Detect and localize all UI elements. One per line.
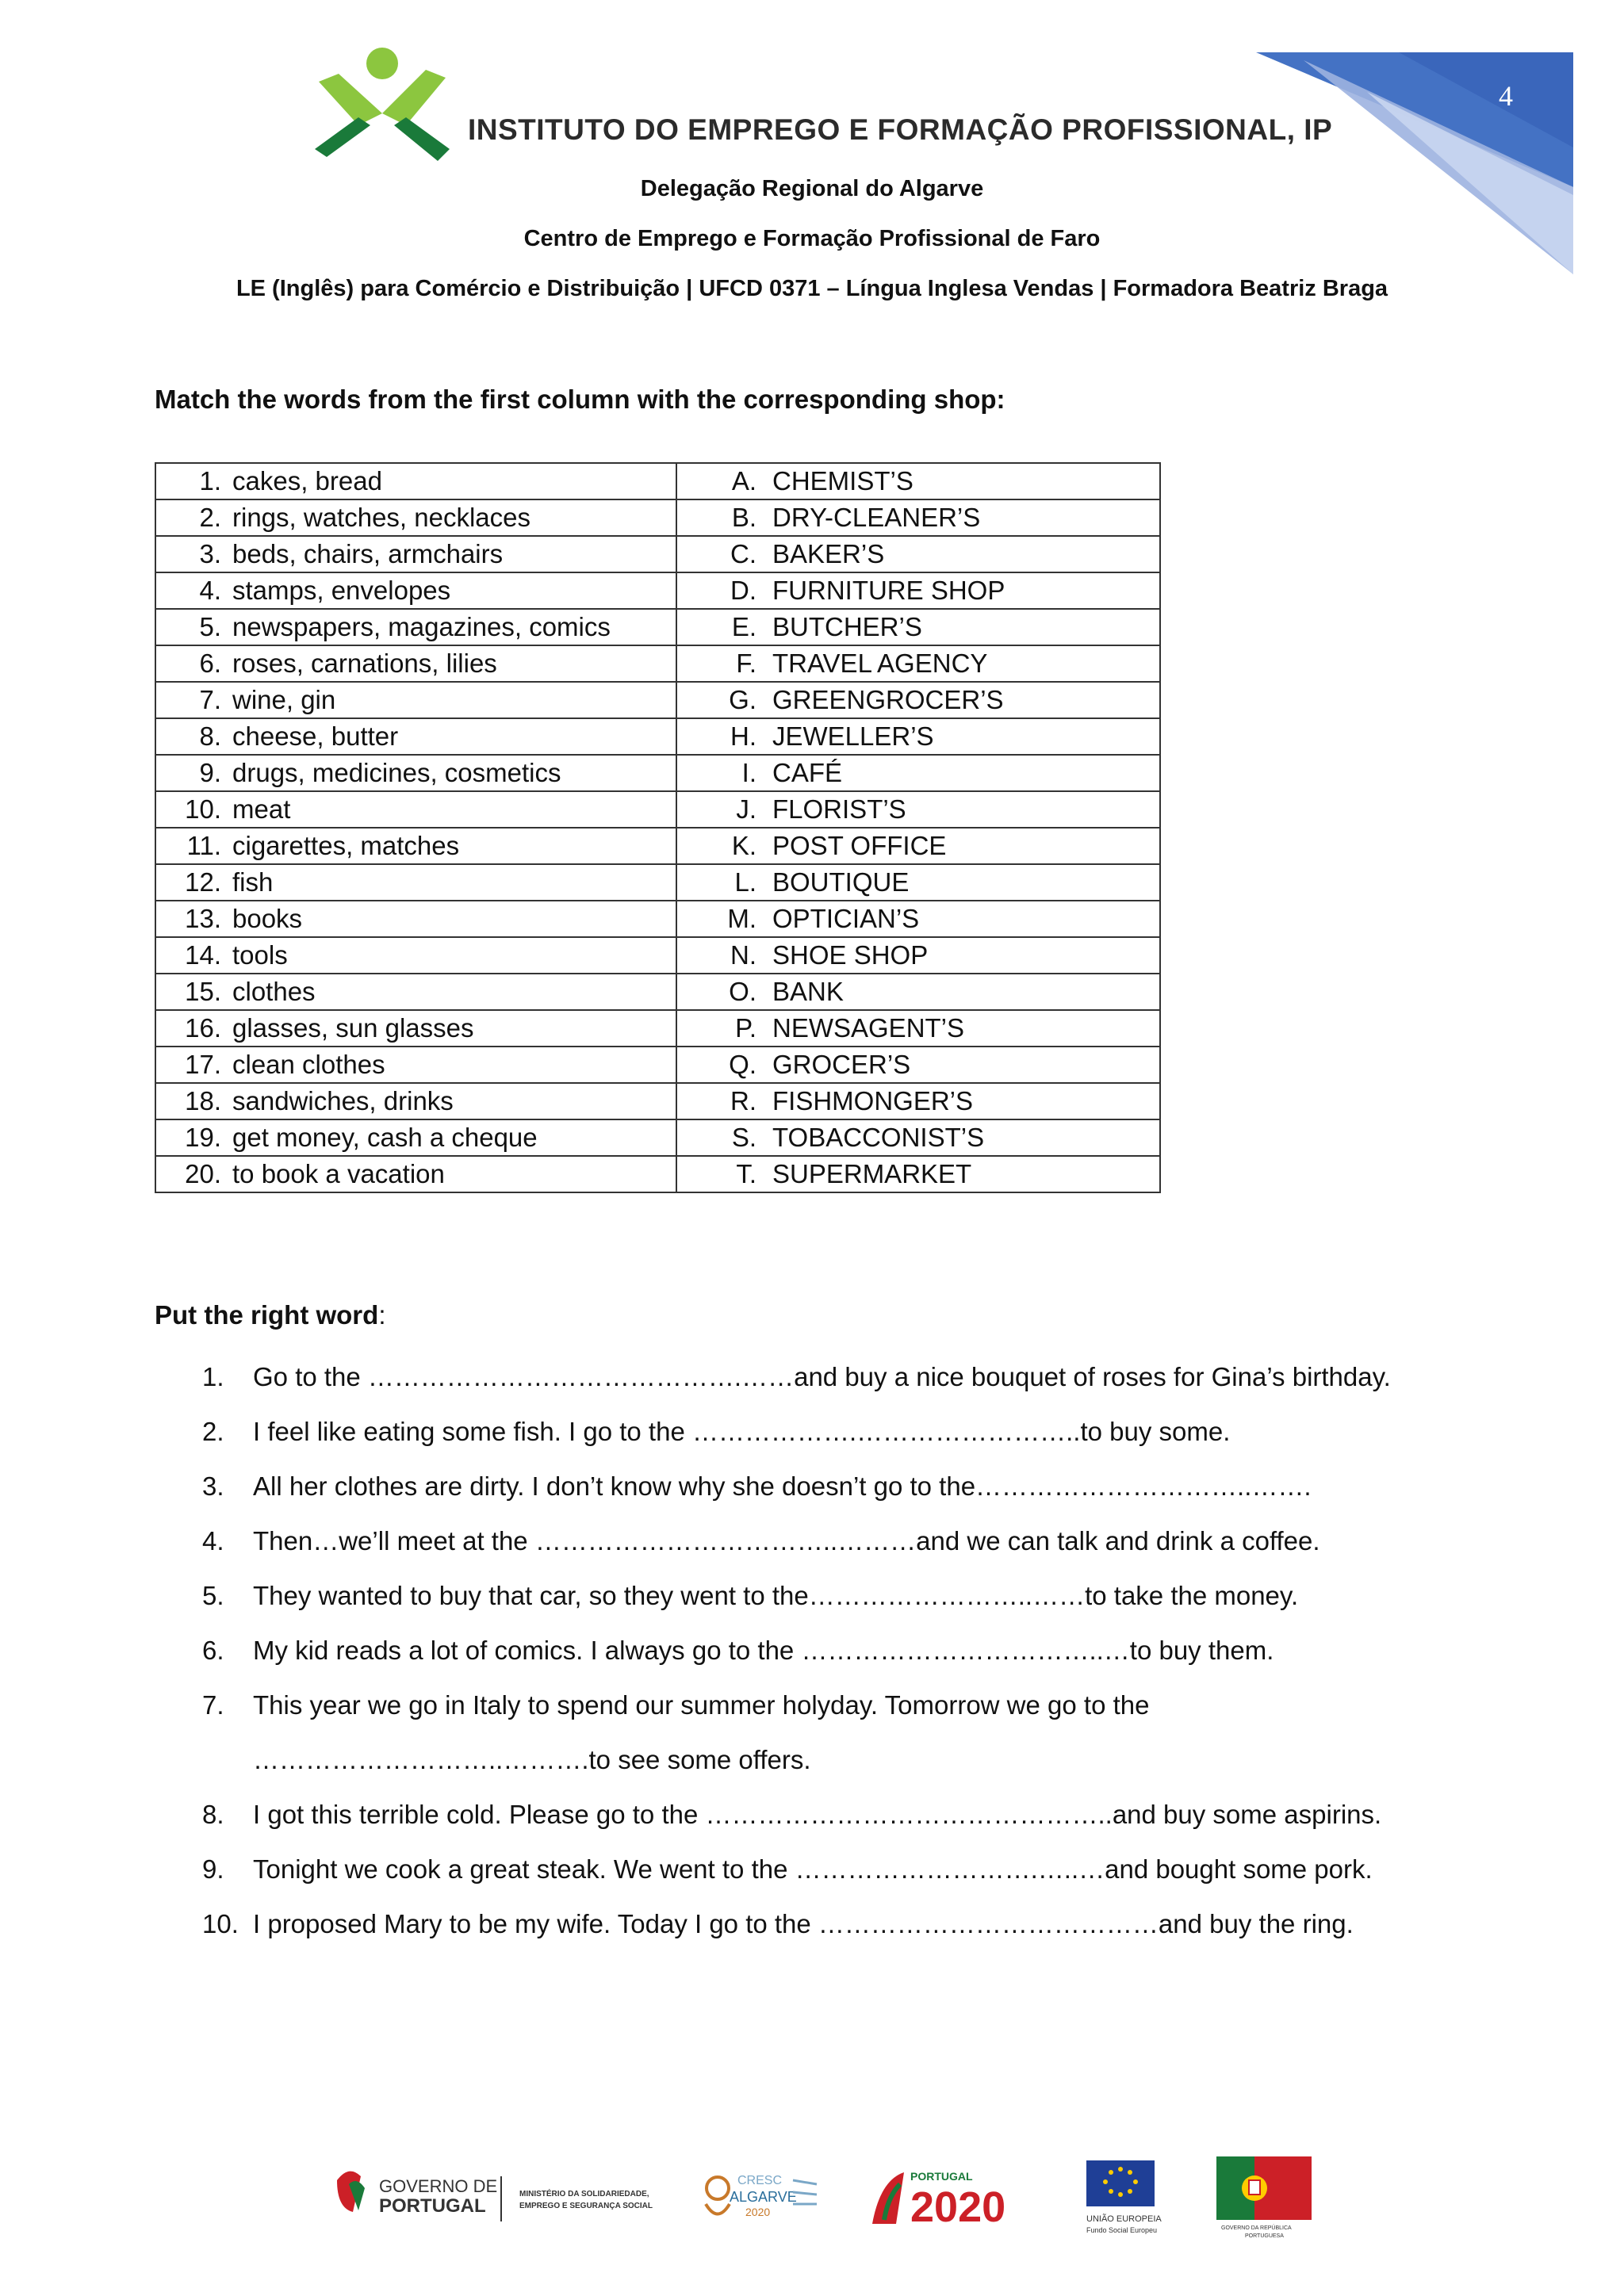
item-cell [155, 937, 676, 974]
header-centre: Centro de Emprego e Formação Profissional de Faro [523, 226, 1101, 251]
shop-cell [676, 974, 1160, 1010]
item-number: 9. [199, 758, 221, 787]
sentence-number: 3. [202, 1471, 224, 1501]
sentence-item [202, 1349, 1391, 1404]
page-number: 4 [1499, 80, 1513, 112]
item-words: meat [232, 794, 291, 824]
table-row [155, 1119, 1160, 1156]
institute-name: INSTITUTO DO EMPREGO E FORMAÇÃO PROFISSIONAL, IP [468, 113, 1333, 146]
shop-letter: K. [731, 831, 756, 860]
shop-cell [676, 791, 1160, 828]
table-row [155, 901, 1160, 937]
sentence-text: Tonight we cook a great steak. We went to the ……………………….…..…and bought some pork. [253, 1854, 1373, 1884]
item-words: beds, chairs, armchairs [232, 539, 504, 568]
corner-decoration [1256, 52, 1573, 274]
shop-name: DRY-CLEANER’S [772, 503, 981, 532]
shop-cell [676, 536, 1160, 572]
shop-name: BUTCHER’S [772, 612, 922, 641]
item-number: 18. [185, 1086, 221, 1115]
table-row [155, 682, 1160, 718]
shop-name: SHOE SHOP [772, 940, 929, 970]
governo-portugal-logo [337, 2172, 653, 2221]
sentence-text: I feel like eating some fish. I go to the ……………….……………………..to buy some. [253, 1417, 1231, 1446]
item-cell [155, 572, 676, 609]
item-words: rings, watches, necklaces [232, 503, 531, 532]
shop-name: GREENGROCER’S [772, 685, 1004, 714]
iefp-logo [311, 46, 454, 165]
portugal-2020-logo [872, 2170, 1005, 2231]
item-words: roses, carnations, lilies [232, 649, 497, 678]
logo5-line1: GOVERNO DA REPÚBLICA [1221, 2225, 1292, 2231]
shop-cell [676, 1156, 1160, 1192]
logo3-line1: PORTUGAL [910, 2170, 973, 2183]
sentence-item [202, 1787, 1391, 1842]
item-cell [155, 828, 676, 864]
logo4-line1: UNIÃO EUROPEIA [1086, 2214, 1162, 2224]
item-words: get money, cash a cheque [232, 1123, 538, 1152]
sentence-text: They wanted to buy that car, so they went to the……………………..……to take the money. [253, 1581, 1299, 1610]
shop-cell [676, 901, 1160, 937]
shop-letter: T. [736, 1159, 756, 1188]
item-cell [155, 974, 676, 1010]
item-number: 8. [199, 721, 221, 751]
item-number: 10. [185, 794, 221, 824]
sentence-item [202, 1623, 1391, 1678]
sentence-number: 5. [202, 1581, 224, 1610]
cresc-algarve-logo [706, 2174, 817, 2218]
item-cell [155, 1119, 676, 1156]
item-words: fish [232, 867, 274, 897]
item-cell [155, 901, 676, 937]
table-row [155, 645, 1160, 682]
item-number: 2. [199, 503, 221, 532]
sentence-text: All her clothes are dirty. I don’t know why she doesn’t go to the…………………………..……. [253, 1471, 1312, 1501]
table-row [155, 572, 1160, 609]
table-row [155, 499, 1160, 536]
table-row [155, 463, 1160, 499]
shop-name: GROCER’S [772, 1050, 911, 1079]
item-words: clothes [232, 977, 316, 1006]
sentence-text: Then…we’ll meet at the ……………………………..………and we can talk and drink a coffee. [253, 1526, 1320, 1556]
table-row [155, 791, 1160, 828]
sentence-item [202, 1842, 1391, 1896]
shop-name: TRAVEL AGENCY [772, 649, 988, 678]
put-heading-text: Put the right word [155, 1300, 379, 1330]
shop-cell [676, 463, 1160, 499]
shop-name: CAFÉ [772, 758, 843, 787]
shop-cell [676, 718, 1160, 755]
sentence-item [202, 1404, 1391, 1459]
sentence-number: 9. [202, 1854, 224, 1884]
shop-cell [676, 609, 1160, 645]
item-number: 6. [199, 649, 221, 678]
header-delegation: Delegação Regional do Algarve [640, 176, 984, 201]
shop-letter: J. [736, 794, 756, 824]
shop-cell [676, 572, 1160, 609]
shop-cell [676, 1119, 1160, 1156]
shop-letter: N. [730, 940, 756, 970]
item-words: to book a vacation [232, 1159, 445, 1188]
item-cell [155, 718, 676, 755]
table-row [155, 536, 1160, 572]
logo5-line2: PORTUGUESA [1245, 2233, 1284, 2239]
item-number: 20. [185, 1159, 221, 1188]
sentence-text: My kid reads a lot of comics. I always go to the ……………………………..…to buy them. [253, 1636, 1274, 1665]
table-row [155, 1083, 1160, 1119]
shop-name: JEWELLER’S [772, 721, 934, 751]
item-number: 16. [185, 1013, 221, 1043]
item-number: 17. [185, 1050, 221, 1079]
item-cell [155, 1047, 676, 1083]
logo2-line1: CRESC [737, 2174, 783, 2187]
item-number: 14. [185, 940, 221, 970]
item-words: cigarettes, matches [232, 831, 460, 860]
sentence-item [202, 1513, 1391, 1568]
item-number: 15. [185, 977, 221, 1006]
shop-name: NEWSAGENT’S [772, 1013, 965, 1043]
shop-name: FURNITURE SHOP [772, 576, 1005, 605]
item-words: sandwiches, drinks [232, 1086, 454, 1115]
item-cell [155, 645, 676, 682]
shop-name: BAKER’S [772, 539, 885, 568]
match-heading: Match the words from the first column with the corresponding shop: [155, 385, 1005, 414]
logo2-line2: ALGARVE [730, 2189, 797, 2205]
shop-name: TOBACCONIST’S [772, 1123, 985, 1152]
shop-letter: Q. [729, 1050, 756, 1079]
item-cell [155, 609, 676, 645]
shop-cell [676, 1047, 1160, 1083]
item-number: 5. [199, 612, 221, 641]
shop-letter: B. [731, 503, 756, 532]
item-words: newspapers, magazines, comics [232, 612, 611, 641]
item-cell [155, 682, 676, 718]
shop-name: CHEMIST’S [772, 466, 914, 496]
item-cell [155, 536, 676, 572]
shop-cell [676, 682, 1160, 718]
shop-name: SUPERMARKET [772, 1159, 972, 1188]
item-number: 13. [185, 904, 221, 933]
sentence-number: 8. [202, 1800, 224, 1829]
table-row [155, 864, 1160, 901]
table-row [155, 828, 1160, 864]
sentence-number: 4. [202, 1526, 224, 1556]
portugal-flag-logo [1216, 2156, 1312, 2239]
shop-letter: M. [727, 904, 756, 933]
item-words: tools [232, 940, 288, 970]
header-course: LE (Inglês) para Comércio e Distribuição | UFCD 0371 – Língua Inglesa Vendas | Formadora Beatriz Braga [236, 276, 1388, 301]
sentence-number: 10. [202, 1909, 239, 1938]
item-words: wine, gin [232, 685, 336, 714]
shop-name: BANK [772, 977, 844, 1006]
shop-letter: L. [734, 867, 756, 897]
sentence-number: 7. [202, 1690, 224, 1720]
shop-name: FISHMONGER’S [772, 1086, 974, 1115]
sentence-number: 2. [202, 1417, 224, 1446]
item-cell [155, 463, 676, 499]
shop-letter: H. [730, 721, 756, 751]
shop-letter: A. [731, 466, 756, 496]
shop-name: POST OFFICE [772, 831, 947, 860]
item-number: 12. [185, 867, 221, 897]
item-number: 19. [185, 1123, 221, 1152]
shop-name: OPTICIAN’S [772, 904, 920, 933]
shop-letter: I. [741, 758, 756, 787]
shop-letter: F. [736, 649, 756, 678]
put-heading [155, 1300, 385, 1330]
item-words: cheese, butter [232, 721, 399, 751]
logo3-line2: 2020 [910, 2183, 1006, 2231]
shop-cell [676, 755, 1160, 791]
table-row [155, 937, 1160, 974]
sentence-text: I got this terrible cold. Please go to the ………………………………………..and buy some aspirins. [253, 1800, 1382, 1829]
item-number: 7. [199, 685, 221, 714]
sentence-text: This year we go in Italy to spend our summer holyday. Tomorrow we go to the [253, 1690, 1150, 1720]
put-heading-colon: : [378, 1300, 386, 1330]
sentence-text: I proposed Mary to be my wife. Today I go to the …………………………………and buy the ring. [253, 1909, 1354, 1938]
item-cell [155, 1083, 676, 1119]
shop-letter: G. [729, 685, 756, 714]
shop-cell [676, 645, 1160, 682]
shop-name: BOUTIQUE [772, 867, 910, 897]
shop-cell [676, 864, 1160, 901]
shop-letter: P. [735, 1013, 756, 1043]
eu-flag-logo [1086, 2160, 1162, 2234]
item-words: stamps, envelopes [232, 576, 451, 605]
item-cell [155, 1156, 676, 1192]
shop-name: FLORIST’S [772, 794, 906, 824]
matching-table [155, 462, 1161, 1193]
item-number: 11. [186, 831, 221, 860]
table-row [155, 755, 1160, 791]
shop-letter: C. [730, 539, 756, 568]
table-row [155, 1010, 1160, 1047]
table-row [155, 1047, 1160, 1083]
sentence-item [202, 1459, 1391, 1513]
item-words: glasses, sun glasses [232, 1013, 474, 1043]
shop-letter: D. [730, 576, 756, 605]
shop-letter: R. [730, 1086, 756, 1115]
sentence-number: 6. [202, 1636, 224, 1665]
logo1-line1: GOVERNO DE [379, 2176, 498, 2196]
shop-cell [676, 1010, 1160, 1047]
item-words: clean clothes [232, 1050, 385, 1079]
footer-logos [0, 2149, 1624, 2244]
shop-letter: S. [731, 1123, 756, 1152]
item-cell [155, 864, 676, 901]
sentence-list [202, 1349, 1391, 1951]
item-number: 3. [199, 539, 221, 568]
item-cell [155, 755, 676, 791]
sentence-item [202, 1678, 1391, 1732]
sentence-text: ………………………..……….to see some offers. [253, 1745, 811, 1774]
item-cell [155, 1010, 676, 1047]
item-words: drugs, medicines, cosmetics [232, 758, 561, 787]
item-words: cakes, bread [232, 466, 382, 496]
logo1-ministry2: EMPREGO E SEGURANÇA SOCIAL [519, 2202, 653, 2210]
sentence-text: Go to the …………………………………….……and buy a nice bouquet of roses for Gina’s birthday. [253, 1362, 1391, 1391]
table-row [155, 1156, 1160, 1192]
shop-cell [676, 937, 1160, 974]
logo1-line2: PORTUGAL [379, 2195, 486, 2217]
shop-letter: O. [729, 977, 756, 1006]
logo1-ministry1: MINISTÉRIO DA SOLIDARIEDADE, [519, 2190, 649, 2198]
item-words: books [232, 904, 303, 933]
table-row [155, 974, 1160, 1010]
shop-cell [676, 499, 1160, 536]
item-number: 1. [199, 466, 221, 496]
sentence-item [202, 1896, 1391, 1951]
logo2-line3: 2020 [745, 2206, 771, 2218]
table-row [155, 609, 1160, 645]
item-cell [155, 499, 676, 536]
sentence-item [202, 1732, 1391, 1787]
item-number: 4. [199, 576, 221, 605]
item-cell [155, 791, 676, 828]
table-row [155, 718, 1160, 755]
sentence-number: 1. [202, 1362, 224, 1391]
sentence-item [202, 1568, 1391, 1623]
shop-letter: E. [731, 612, 756, 641]
logo4-line2: Fundo Social Europeu [1086, 2226, 1158, 2234]
shop-cell [676, 1083, 1160, 1119]
shop-cell [676, 828, 1160, 864]
